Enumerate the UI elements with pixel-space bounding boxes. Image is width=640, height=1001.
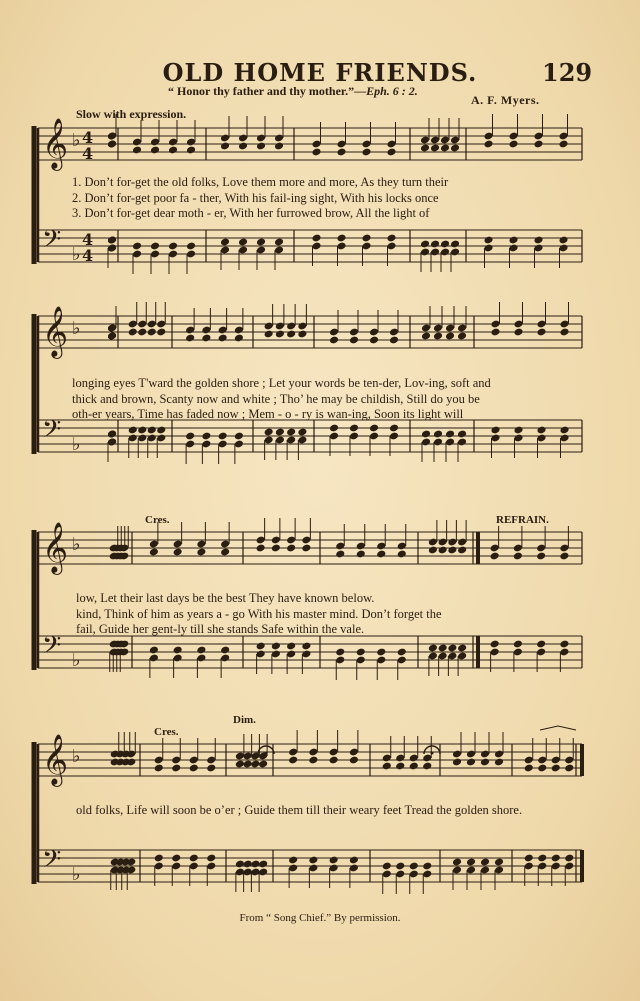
lyric-line-verse-1: longing eyes T'ward the golden shore ; Let your words be ten-der, Lov-ing, soft and xyxy=(72,376,491,390)
notehead xyxy=(452,758,462,767)
notehead xyxy=(301,642,311,651)
notehead xyxy=(308,756,318,765)
notehead xyxy=(107,140,117,149)
notehead xyxy=(533,236,543,245)
notehead xyxy=(440,144,450,153)
notehead xyxy=(536,552,546,561)
lyric-line-verse-2: kind, Think of him as years a - go With his master mind. Don’t forget the xyxy=(76,606,442,621)
notehead xyxy=(329,336,339,345)
bass-clef-icon: 𝄢 xyxy=(42,631,62,666)
notehead xyxy=(466,858,476,867)
notehead xyxy=(286,428,296,437)
notehead xyxy=(483,140,493,149)
notehead xyxy=(376,550,386,559)
notehead xyxy=(551,764,561,773)
notehead xyxy=(376,648,386,657)
notehead xyxy=(196,646,206,655)
notehead xyxy=(386,148,396,157)
notehead xyxy=(154,764,164,773)
hairpin-icon xyxy=(540,726,576,730)
key-signature-flat-icon: ♭ xyxy=(72,244,81,265)
notehead xyxy=(513,328,523,337)
lyric-line-verse-1: low, Let their last days be the best They have known below. xyxy=(76,591,375,605)
notehead xyxy=(150,146,160,155)
notehead xyxy=(185,432,195,441)
lyric-line-verse-1: 1. Don’t for-get the old folks, Love them more and more, As they turn their xyxy=(72,175,449,189)
notehead xyxy=(218,432,228,441)
notehead xyxy=(457,644,467,653)
notehead xyxy=(250,860,260,869)
notehead xyxy=(186,242,196,251)
key-signature-flat-icon: ♭ xyxy=(72,650,81,671)
notehead xyxy=(171,764,181,773)
notehead xyxy=(286,330,296,339)
notehead xyxy=(559,426,569,435)
notehead xyxy=(508,236,518,245)
notehead xyxy=(397,648,407,657)
notehead xyxy=(256,238,266,247)
notehead xyxy=(420,144,430,153)
notehead xyxy=(220,548,230,557)
notehead xyxy=(220,238,230,247)
notehead xyxy=(107,332,117,341)
notehead xyxy=(234,334,244,343)
notehead xyxy=(421,332,431,341)
hymn-title: OLD HOME FRIENDS. xyxy=(162,58,478,87)
notehead xyxy=(536,426,546,435)
time-signature-denominator: 4 xyxy=(82,144,94,163)
notehead xyxy=(420,240,430,249)
notehead xyxy=(264,330,274,339)
notehead xyxy=(536,640,546,649)
notehead xyxy=(336,148,346,157)
treble-clef-icon: 𝄞 xyxy=(42,734,69,785)
epigraph-reference: Eph. 6 : 2. xyxy=(366,84,418,98)
notehead xyxy=(559,328,569,337)
notehead xyxy=(335,550,345,559)
time-signature-numerator: 4 xyxy=(82,230,94,249)
fermata-dot xyxy=(265,752,268,755)
notehead xyxy=(220,142,230,151)
notehead xyxy=(329,756,339,765)
notehead xyxy=(288,856,298,865)
notehead xyxy=(428,546,438,555)
notehead xyxy=(457,430,467,439)
notehead xyxy=(189,764,199,773)
lyrics-system-4 xyxy=(76,803,522,819)
key-signature-flat-icon: ♭ xyxy=(72,130,81,151)
bass-clef-icon: 𝄢 xyxy=(42,225,62,260)
notehead xyxy=(494,758,504,767)
notehead xyxy=(243,860,253,869)
fermata-dot xyxy=(431,752,434,755)
notehead xyxy=(243,760,253,769)
notehead xyxy=(490,328,500,337)
lyric-line-refrain: old folks, Life will soon be o’er ; Guide them till their weary feet Tread the golden shore. xyxy=(76,803,523,817)
notehead xyxy=(395,862,405,871)
notehead xyxy=(480,758,490,767)
notehead xyxy=(235,760,245,769)
notehead xyxy=(564,764,574,773)
notehead xyxy=(513,552,523,561)
notehead xyxy=(369,336,379,345)
notehead xyxy=(490,640,500,649)
notehead xyxy=(329,856,339,865)
notehead xyxy=(201,334,211,343)
notehead xyxy=(250,760,260,769)
notehead xyxy=(428,644,438,653)
notehead xyxy=(156,426,166,435)
notehead xyxy=(238,238,248,247)
notehead xyxy=(480,858,490,867)
notehead xyxy=(132,242,142,251)
notehead xyxy=(466,758,476,767)
notehead xyxy=(422,862,432,871)
notehead xyxy=(274,238,284,247)
notehead xyxy=(156,328,166,337)
notehead xyxy=(234,432,244,441)
notehead xyxy=(107,236,117,245)
notehead xyxy=(206,764,216,773)
notehead xyxy=(513,640,523,649)
notehead xyxy=(189,854,199,863)
notehead xyxy=(361,234,371,243)
time-signature-denominator: 4 xyxy=(82,246,94,265)
notehead xyxy=(450,144,460,153)
key-signature-flat-icon: ♭ xyxy=(72,534,81,555)
notehead xyxy=(256,642,266,651)
lyric-line-verse-3: oth-er years, Time has faded now ; Mem - o - ry is wan-ing, Soon its light will xyxy=(72,407,464,421)
notehead xyxy=(168,242,178,251)
notehead xyxy=(457,546,467,555)
lyric-line-verse-3: 3. Don’t for-get dear moth - er, With her furrowed brow, All the light of xyxy=(72,206,430,220)
composer-credit: A. F. Myers. xyxy=(471,93,540,107)
notehead xyxy=(397,550,407,559)
notehead xyxy=(438,644,448,653)
notehead xyxy=(297,330,307,339)
notehead xyxy=(149,646,159,655)
notehead xyxy=(457,332,467,341)
notehead xyxy=(483,236,493,245)
refrain-mark: REFRAIN. xyxy=(496,514,549,526)
time-signature-numerator: 4 xyxy=(82,128,94,147)
treble-clef-icon: 𝄞 xyxy=(42,522,69,573)
notehead xyxy=(171,854,181,863)
notehead xyxy=(286,642,296,651)
notehead xyxy=(524,764,534,773)
notehead xyxy=(186,146,196,155)
notehead xyxy=(382,862,392,871)
notehead xyxy=(349,756,359,765)
crescendo-mark: Cres. xyxy=(145,514,170,526)
notehead xyxy=(137,426,147,435)
notehead xyxy=(349,424,359,433)
notehead xyxy=(235,860,245,869)
diminuendo-mark: Dim. xyxy=(233,714,256,726)
lyric-line-verse-2: 2. Don’t for-get poor fa - ther, With his fail-ing sight, With his locks once xyxy=(72,190,439,205)
notehead xyxy=(256,142,266,151)
notehead xyxy=(422,762,432,771)
key-signature-flat-icon: ♭ xyxy=(72,746,81,767)
notehead xyxy=(275,330,285,339)
notehead xyxy=(537,764,547,773)
notehead xyxy=(409,762,419,771)
lyric-line-verse-3: fail, Guide her gent-ly till she stands Safe within the vale. xyxy=(76,622,365,636)
notehead xyxy=(329,424,339,433)
notehead xyxy=(288,756,298,765)
lyrics-system-3 xyxy=(76,591,442,638)
notehead xyxy=(301,544,311,553)
notehead xyxy=(440,240,450,249)
tempo-marking: Slow with expression. xyxy=(76,107,187,121)
crescendo-mark-2: Cres. xyxy=(154,726,179,738)
notehead xyxy=(311,234,321,243)
notehead xyxy=(185,334,195,343)
notehead xyxy=(533,140,543,149)
notehead xyxy=(508,140,518,149)
notehead xyxy=(537,854,547,863)
notehead xyxy=(524,854,534,863)
key-signature-flat-icon: ♭ xyxy=(72,434,81,455)
notehead xyxy=(356,648,366,657)
bass-clef-icon: 𝄢 xyxy=(42,415,62,450)
notehead xyxy=(336,234,346,243)
notehead xyxy=(389,336,399,345)
notehead xyxy=(490,552,500,561)
notehead xyxy=(335,648,345,657)
notehead xyxy=(430,240,440,249)
notehead xyxy=(494,858,504,867)
notehead xyxy=(559,552,569,561)
notehead xyxy=(558,140,568,149)
epigraph-quote: “ Honor thy father and thy mother.”— xyxy=(168,84,367,98)
notehead xyxy=(349,856,359,865)
notehead xyxy=(349,336,359,345)
notehead xyxy=(382,762,392,771)
notehead xyxy=(369,424,379,433)
notehead xyxy=(107,430,117,439)
notehead xyxy=(409,862,419,871)
notehead xyxy=(445,332,455,341)
notehead xyxy=(173,548,183,557)
notehead xyxy=(274,142,284,151)
notehead xyxy=(433,332,443,341)
notehead xyxy=(311,148,321,157)
notehead xyxy=(433,430,443,439)
notehead xyxy=(271,642,281,651)
notehead xyxy=(218,334,228,343)
notehead xyxy=(147,328,157,337)
notehead xyxy=(258,760,268,769)
notehead xyxy=(536,328,546,337)
notehead xyxy=(559,640,569,649)
notehead xyxy=(447,546,457,555)
notehead xyxy=(356,550,366,559)
notehead xyxy=(220,646,230,655)
notehead xyxy=(395,762,405,771)
lyric-line-verse-2: thick and brown, Scanty now and white ; Tho’ he may be childish, Still do you be xyxy=(72,391,480,406)
notehead xyxy=(447,644,457,653)
source-credit: From “ Song Chief.” By permission. xyxy=(239,912,401,924)
notehead xyxy=(206,854,216,863)
notehead xyxy=(168,146,178,155)
notehead xyxy=(438,546,448,555)
bass-clef-icon: 𝄢 xyxy=(42,845,62,880)
notehead xyxy=(361,148,371,157)
lyrics-system-1 xyxy=(72,175,448,222)
notehead xyxy=(297,428,307,437)
notehead xyxy=(147,426,157,435)
notehead xyxy=(196,548,206,557)
notehead xyxy=(386,234,396,243)
treble-clef-icon: 𝄞 xyxy=(42,306,69,357)
notehead xyxy=(154,854,164,863)
notehead xyxy=(421,430,431,439)
notehead xyxy=(258,860,268,869)
notehead xyxy=(150,242,160,251)
notehead xyxy=(275,428,285,437)
notehead xyxy=(452,858,462,867)
notehead xyxy=(201,432,211,441)
notehead xyxy=(430,144,440,153)
notehead xyxy=(308,856,318,865)
page-number: 129 xyxy=(542,58,593,87)
notehead xyxy=(173,646,183,655)
notehead xyxy=(256,544,266,553)
notehead xyxy=(445,430,455,439)
notehead xyxy=(128,426,138,435)
notehead xyxy=(564,854,574,863)
treble-clef-icon: 𝄞 xyxy=(42,118,69,169)
notehead xyxy=(264,428,274,437)
notehead xyxy=(137,328,147,337)
notehead xyxy=(389,424,399,433)
notehead xyxy=(128,328,138,337)
notehead xyxy=(558,236,568,245)
notehead xyxy=(238,142,248,151)
key-signature-flat-icon: ♭ xyxy=(72,864,81,885)
notehead xyxy=(513,426,523,435)
notehead xyxy=(551,854,561,863)
notehead xyxy=(149,548,159,557)
key-signature-flat-icon: ♭ xyxy=(72,318,81,339)
notehead xyxy=(271,544,281,553)
lyrics-system-2 xyxy=(72,376,491,423)
notehead xyxy=(490,426,500,435)
notehead xyxy=(132,146,142,155)
notehead xyxy=(450,240,460,249)
notehead xyxy=(286,544,296,553)
